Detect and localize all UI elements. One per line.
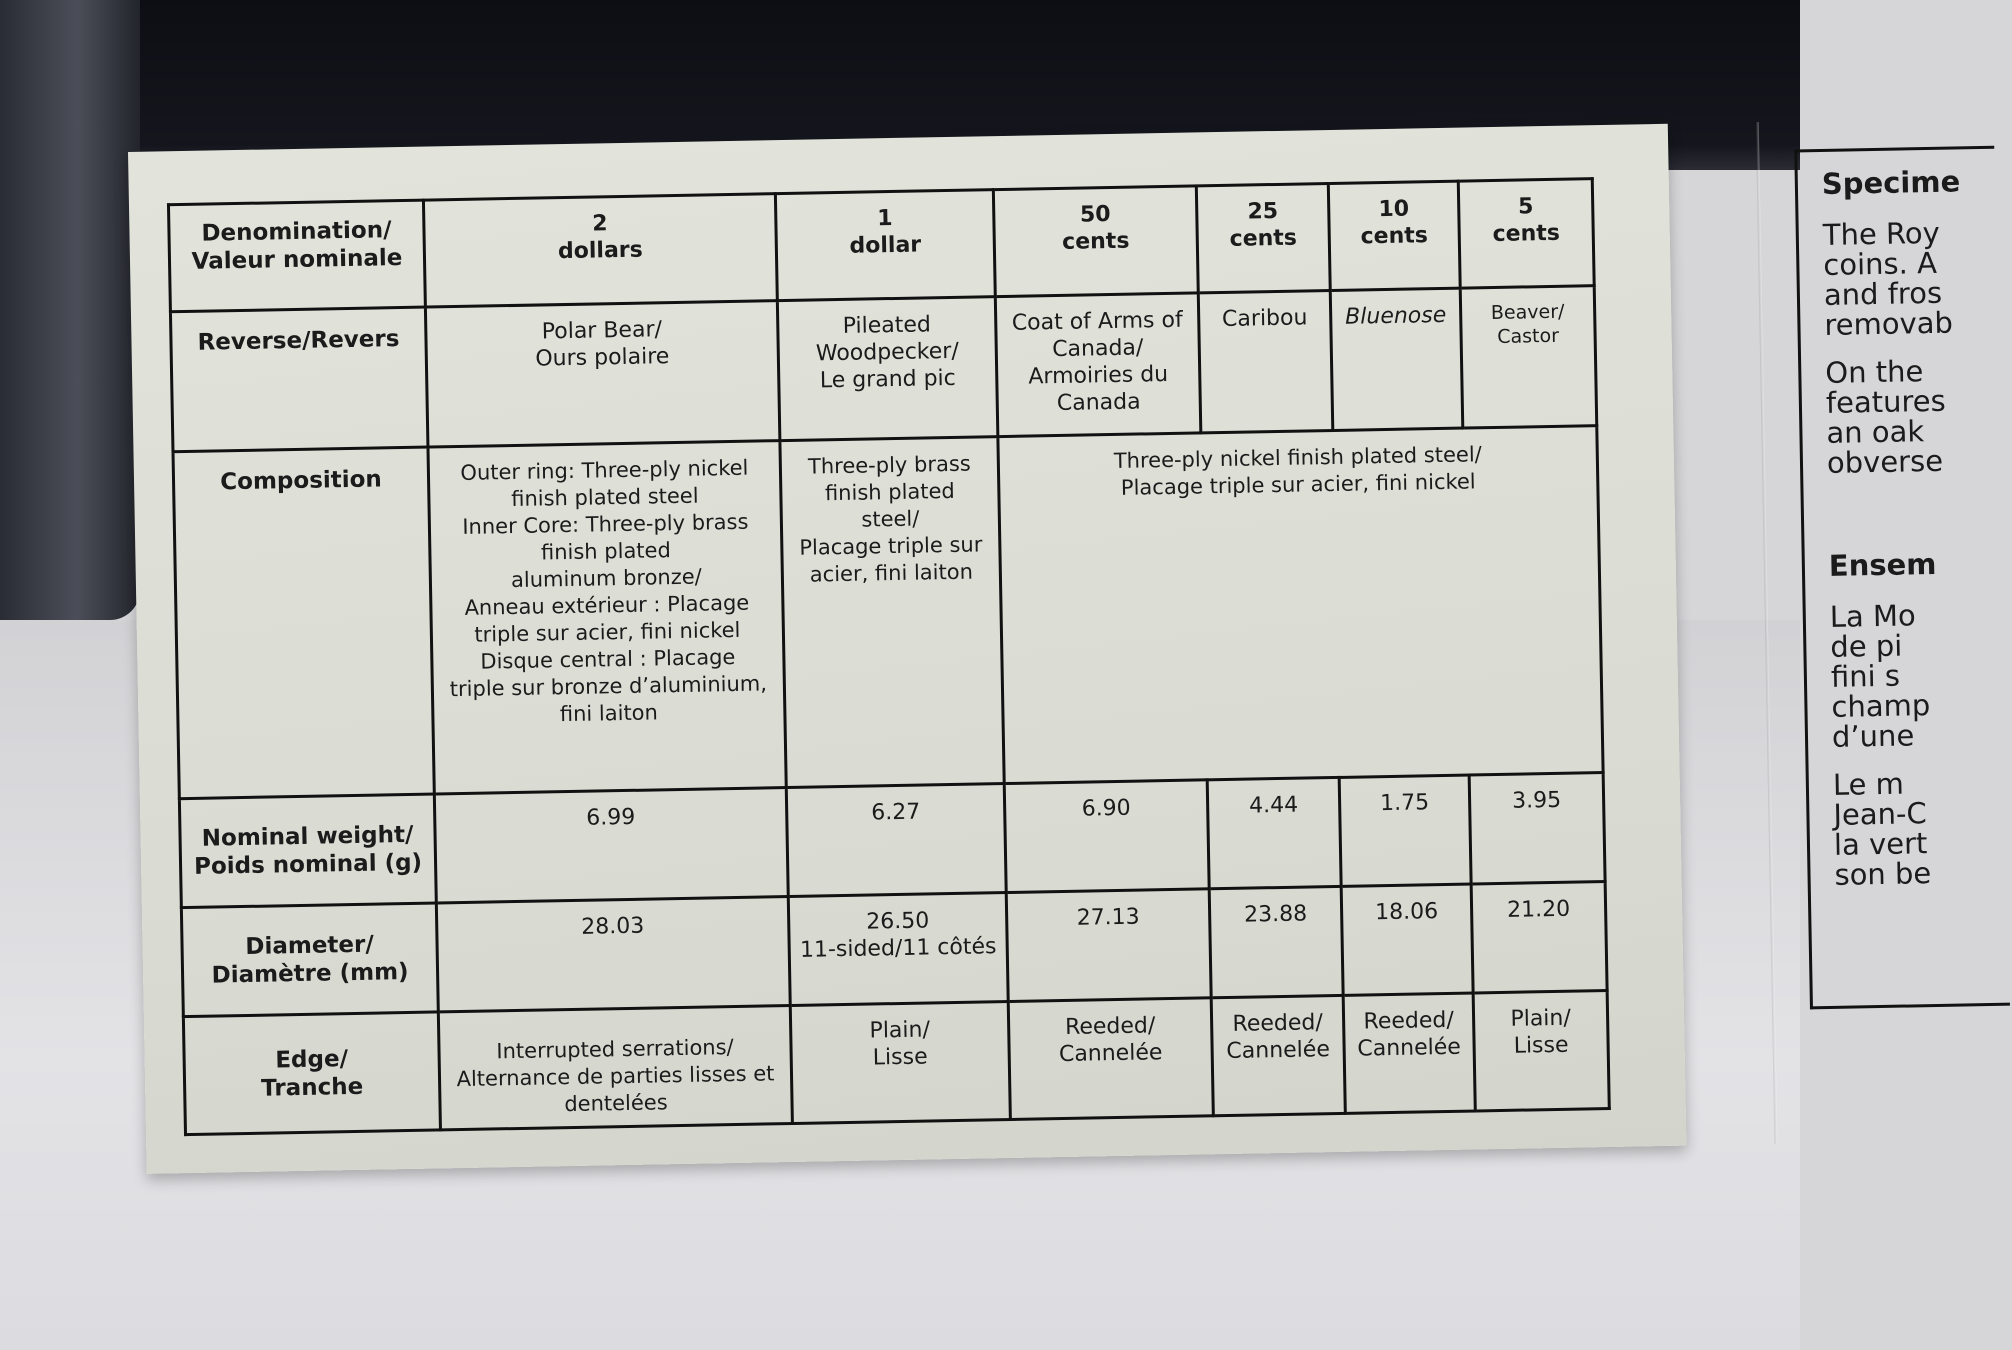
- denomination-cell: [1458, 179, 1594, 289]
- weight-header: Nominal weight/ Poids nominal (g): [179, 794, 436, 908]
- side-page-line: features: [1825, 383, 1946, 420]
- specification-card: [128, 124, 1961, 1174]
- side-page-line: removab: [1824, 305, 1954, 342]
- edge-cell: Interrupted serrations/ Alternance de parties lisses et dentelées: [438, 1006, 792, 1130]
- diameter-cell: 28.03: [436, 896, 790, 1012]
- side-page-line: de pi: [1830, 628, 1903, 664]
- weight-cell: 6.99: [434, 787, 788, 903]
- reverse-header: Reverse/Revers: [170, 307, 428, 451]
- table-row: [183, 991, 1609, 1135]
- denomination-number: 10: [1378, 196, 1410, 223]
- side-page-line: champ: [1831, 688, 1931, 724]
- side-page-paragraph: [1830, 599, 2006, 752]
- denomination-unit: dollar: [849, 232, 922, 259]
- composition-cell: Outer ring: Three-ply nickel finish plated steel Inner Core: Three-ply brass finish plated aluminum bronze/ Anneau extérieur : Placage triple sur acier, fini nickel Disque central : Placage triple sur bronze d’aluminium, fini laiton: [428, 441, 786, 794]
- table-row: [173, 426, 1603, 799]
- reverse-cell: Pileated Woodpecker/ Le grand pic: [777, 297, 998, 441]
- denomination-number: 25: [1247, 198, 1279, 225]
- side-page-heading-2: Ensem: [1828, 546, 1937, 583]
- denomination-number: 1: [876, 206, 893, 232]
- weight-cell: 1.75: [1339, 775, 1471, 887]
- composition-header: Composition: [173, 447, 434, 798]
- denomination-cell: [1196, 184, 1330, 294]
- side-page-line: obverse: [1826, 443, 1944, 480]
- side-page-line: Le m: [1832, 766, 1905, 802]
- side-page-paragraph: [1833, 767, 2008, 890]
- side-page-line: On the: [1825, 354, 1924, 390]
- side-page-line: The Roy: [1822, 215, 1941, 252]
- edge-header: Edge/ Tranche: [183, 1012, 440, 1134]
- reverse-cell: Beaver/ Castor: [1460, 286, 1597, 428]
- table-row: [170, 286, 1596, 452]
- side-page-text-box: [1794, 146, 2010, 1010]
- denomination-unit: cents: [1360, 223, 1429, 250]
- denomination-cell: [1328, 181, 1460, 291]
- side-page-line: and fros: [1823, 275, 1943, 312]
- side-page-line: Jean-C: [1833, 796, 1927, 832]
- side-page-paragraph: [1823, 217, 1998, 340]
- side-page-line: son be: [1834, 856, 1932, 892]
- denomination-number: 50: [1079, 202, 1111, 228]
- side-page-paragraph: [1825, 355, 2000, 478]
- edge-cell: Plain/ Lisse: [790, 1002, 1010, 1124]
- weight-cell: 4.44: [1207, 777, 1341, 889]
- side-page-line: fini s: [1830, 658, 1901, 694]
- weight-cell: 6.90: [1004, 780, 1209, 893]
- diameter-cell: 23.88: [1209, 886, 1343, 998]
- denomination-number: 5: [1517, 194, 1534, 220]
- composition-cell: Three-ply brass finish plated steel/ Placage triple sur acier, fini laiton: [780, 437, 1004, 788]
- denomination-cell: [993, 186, 1198, 297]
- side-page-line: La Mo: [1829, 598, 1917, 634]
- side-page-line: an oak: [1826, 414, 1925, 450]
- coin-case-edge: [0, 0, 140, 620]
- weight-cell: 3.95: [1469, 772, 1605, 884]
- denomination-unit: cents: [1061, 228, 1130, 255]
- denomination-number: 2: [592, 211, 608, 237]
- edge-cell: Reeded/ Cannelée: [1211, 996, 1345, 1116]
- diameter-cell: 21.20: [1471, 882, 1607, 994]
- edge-cell: Plain/ Lisse: [1473, 991, 1609, 1111]
- side-page-line: d’une: [1831, 718, 1915, 754]
- reverse-cell: Caribou: [1198, 291, 1333, 433]
- denomination-cell: [775, 190, 995, 301]
- weight-cell: 6.27: [786, 783, 1006, 896]
- edge-cell: Reeded/ Cannelée: [1343, 993, 1475, 1113]
- denomination-unit: cents: [1229, 225, 1298, 252]
- denomination-cell: [423, 194, 777, 308]
- diameter-cell: 18.06: [1341, 884, 1473, 996]
- composition-cell-shared: Three-ply nickel finish plated steel/ Placage triple sur acier, fini nickel: [998, 426, 1603, 784]
- side-page-line: coins. A: [1823, 245, 1938, 282]
- diameter-cell: 27.13: [1006, 889, 1211, 1002]
- coin-specification-table: [167, 177, 1611, 1136]
- edge-cell: Reeded/ Cannelée: [1008, 998, 1213, 1119]
- diameter-cell: 26.50 11-sided/11 côtés: [788, 892, 1008, 1005]
- denomination-unit: cents: [1492, 220, 1561, 248]
- reverse-cell: Polar Bear/ Ours polaire: [425, 301, 780, 447]
- reverse-cell: Bluenose: [1330, 288, 1463, 430]
- side-page-heading: Specime: [1821, 164, 1961, 201]
- denomination-unit: dollars: [557, 237, 643, 265]
- denomination-header: Denomination/ Valeur nominale: [168, 200, 425, 312]
- reverse-cell: Coat of Arms of Canada/ Armoiries du Canada: [995, 293, 1201, 436]
- side-page-line: la vert: [1833, 826, 1928, 862]
- diameter-header: Diameter/ Diamètre (mm): [181, 903, 438, 1017]
